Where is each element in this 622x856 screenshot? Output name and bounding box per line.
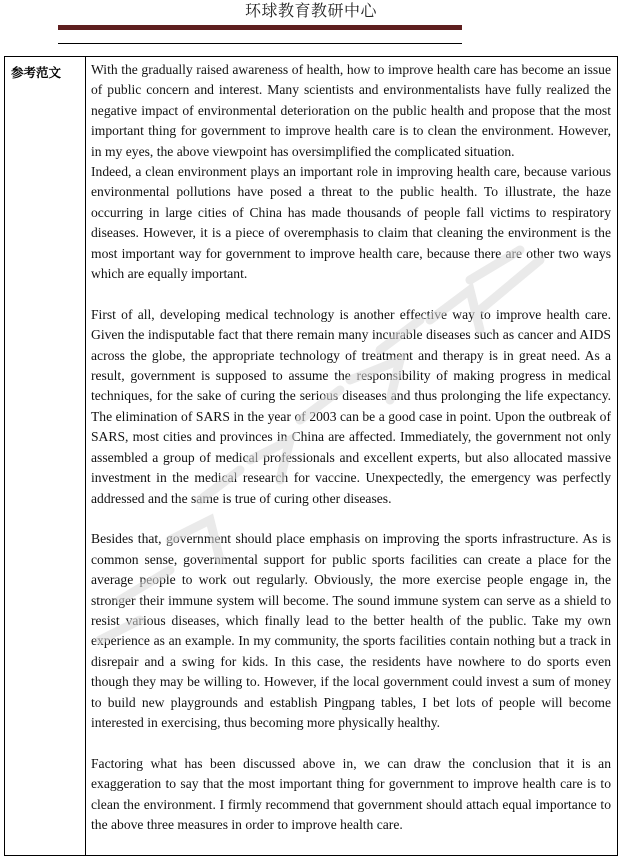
essay-paragraph-medical-technology: First of all, developing medical technology is another effective way to improve health care. Given the indisputable fact that there remain many incurable diseases such as cancer and AIDS across the globe, the appropriate technology of treatment and therapy is in great need. As a result, government is supposed to assume the responsibility of making progress in medical techniques, for the sake of curing the serious diseases and thus prolonging the life expectancy. The elimination of SARS in the year of 2003 can be a good case in point. Upon the outbreak of SARS, most cities and provinces in China are affected. Immediately, the government not only assembled a group of medical professionals and excellent experts, but also allocated massive investment in the medical research for vaccine. Unexpectedly, the emergency was perfectly addressed and the same is true of curing other diseases. (91, 306, 611, 506)
essay-paragraph-conclusion: Factoring what has been discussed above in, we can draw the conclusion that it is an exaggeration to say that the most important thing for government to improve health care is to clean the environment. I firmly recommend that government should attach equal importance to the above three measures in order to improve health care. (91, 755, 611, 832)
essay-paragraph-intro: With the gradually raised awareness of health, how to improve health care has become an issue of public concern and interest. Many scientists and environmentalists have fully realized the negative impact of environmental deterioration on the public health and propose that the most important thing for government to improve health care is to clean the environment. However, in my eyes, the above viewpoint has oversimplified the complicated situation. (91, 62, 611, 159)
essay-content (86, 57, 617, 855)
section-label: 参考范文 (11, 65, 62, 80)
label-cell (5, 57, 86, 855)
header-rule (58, 43, 462, 44)
essay-paragraph-concession: Indeed, a clean environment plays an important role in improving health care, because various environmental pollutions have posed a threat to the public health. To illustrate, the haze occurring in large cities of China has made thousands of people fall victims to respiratory diseases. However, it is a piece of overemphasis to claim that cleaning the environment is the most important way for government to improve health care, because there are other two ways which are equally important. (91, 164, 611, 282)
essay-table (4, 56, 618, 856)
header-title: 环球教育教研中心 (244, 1, 377, 20)
essay-paragraph-sports-infrastructure: Besides that, government should place emphasis on improving the sports infrastructure. As is common sense, governmental support for public sports facilities can create a place for the average people to work out regularly. Obviously, the more exercise people engage in, the stronger their immune system will become. The sound immune system can serve as a shield to resist various diseases, which finally lead to the better health of the public. Take my own experience as an example. In my community, the sports facilities contain nothing but a track in disrepair and a swing for kids. In this case, the residents have nowhere to do sports even though they may be willing to. However, if the local government could invest a sum of money to build new playgrounds and establish Pingpang tables, I bet lots of people will become interested in exercising, thus becoming more physically healthy. (91, 531, 611, 730)
header-accent-bar (58, 25, 462, 30)
